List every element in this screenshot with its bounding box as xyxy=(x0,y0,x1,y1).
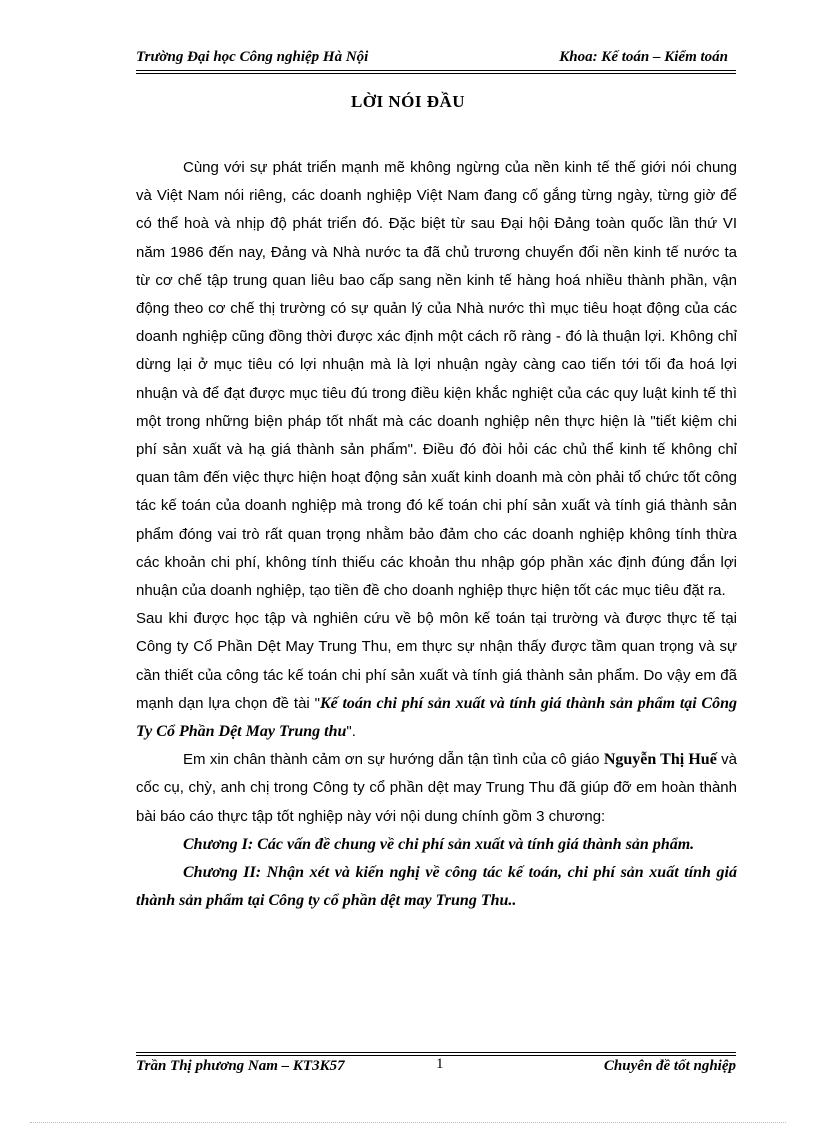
paragraph-thanks xyxy=(136,746,737,831)
page-number: 1 xyxy=(436,1056,444,1072)
chapter-1: Chương I: Các vấn đề chung về chi phí sản xuất và tính giá thành sản phẩm. xyxy=(183,835,695,853)
header-rule xyxy=(136,70,736,71)
document-body xyxy=(136,154,737,915)
page-footer xyxy=(136,1056,736,1078)
advisor-name: Nguyễn Thị Huế xyxy=(603,751,717,769)
paragraph-intro: Cùng với sự phát triển mạnh mẽ không ngừng của nền kinh tế thế giới nói chung và Việt Nam nói riêng, các doanh nghiệp Việt Nam đang cố gắng từng ngày, từng giờ để có thể hoà và nhịp độ phát triển đó. Đặc biệt từ sau Đại hội Đảng toàn quốc lần thứ VI năm 1986 đến nay, Đảng và Nhà nước ta đã chủ trương chuyển đổi nền kinh tế nước ta từ cơ chế tập trung quan liêu bao cấp sang nền kinh tế hàng hoá nhiều thành phần, vận động theo cơ chế thị trường có sự quản lý của Nhà nước thì mục tiêu hoạt động của các doanh nghiệp cũng đồng thời được xác định một cách rõ ràng - đó là thuận lợi. Không chỉ dừng lại ở mục tiêu có lợi nhuận mà là lợi nhuận ngày càng cao tiến tới tối đa hoá lợi nhuận và để đạt được mục tiêu đú trong điều kiện khắc nghiệt của các quy luật kinh tế thì một trong những biện pháp tốt nhất mà các doanh nghiệp nên thực hiện là "tiết kiệm chi phí sản xuất và hạ giá thành sản phẩm". Điều đó đòi hỏi các chủ thể kinh tế không chỉ quan tâm đến việc thực hiện hoạt động sản xuất kinh doanh mà còn phải tổ chức tốt công tác kế toán của doanh nghiệp mà trong đó kế toán chi phí sản xuất và tính giá thành sản phẩm đóng vai trò rất quan trọng nhằm bảo đảm cho các doanh nghiệp không tính thừa các khoản chi phí, không tính thiếu các khoản thu nhập góp phần xác định đúng đắn lợi nhuận của doanh nghiệp, tạo tiền đề cho doanh nghiệp thực hiện tốt các mục tiêu đặt ra. xyxy=(136,159,737,600)
paragraph-thanks-tail: và cốc cụ, chỳ, anh chị trong Công ty cổ phần dệt may Trung Thu đã giúp đỡ em hoàn thành bài báo cáo thực tập tốt nghiệp này với nội dung chính gồm 3 chương: xyxy=(136,751,737,825)
page-title: LỜI NÓI ĐẦU xyxy=(350,92,466,111)
header-school: Trường Đại học Công nghiệp Hà Nội xyxy=(136,49,369,65)
footer-rule xyxy=(136,1052,736,1053)
topic-title: Kế toán chi phí sản xuất và tính giá thành sản phẩm tại Công Ty Cổ Phần Dệt May Trung thu xyxy=(136,694,737,741)
paragraph-topic-lead: Sau khi được học tập và nghiên cứu về bộ môn kế toán tại trường và được thực tế tại Công ty Cổ Phần Dệt May Trung Thu, em thực sự nhận thấy được tầm quan trọng và sự cần thiết của công tác kế toán chi phí sản xuất và tính giá thành sản phẩm. Do vậy em đã mạnh dạn lựa chọn đề tài " xyxy=(136,610,737,712)
footer-doc-type: Chuyên đề tốt nghiệp xyxy=(603,1058,736,1074)
header-faculty: Khoa: Kế toán – Kiểm toán xyxy=(559,49,728,65)
page-header xyxy=(136,46,736,70)
chapter-2: Chương II: Nhận xét và kiến nghị về công tác kế toán, chi phí sản xuất tính giá thành sản phẩm tại Công ty cổ phần dệt may Trung Thu.. xyxy=(136,864,737,910)
header-rule-double xyxy=(136,73,736,74)
footer-author: Trần Thị phương Nam – KT3K57 xyxy=(136,1058,345,1074)
paragraph-topic-tail: ". xyxy=(346,723,356,741)
paragraph-topic xyxy=(136,605,737,746)
paragraph-thanks-lead: Em xin chân thành cảm ơn sự hướng dẫn tận tình của cô giáo xyxy=(183,751,604,769)
